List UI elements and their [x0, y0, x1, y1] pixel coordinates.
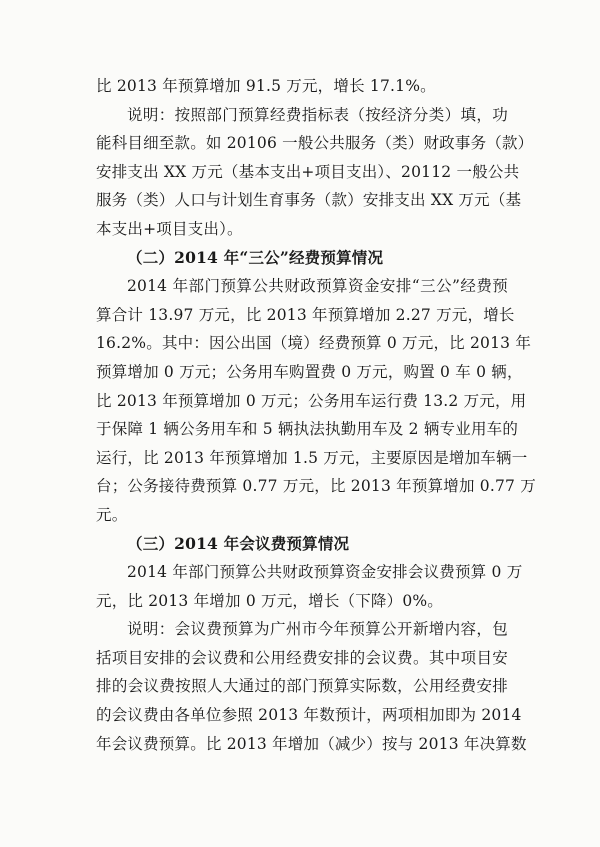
text-line: 服务（类）人口与计划生育事务（款）安排支出 XX 万元（基	[96, 191, 522, 210]
text-line: 算合计 13.97 万元，比 2013 年预算增加 2.27 万元，增长	[96, 305, 515, 324]
section-heading: （二）2014 年“三公”经费预算情况	[127, 247, 384, 267]
text-line: 说明：会议费预算为广州市今年预算公开新增内容，包	[127, 620, 508, 639]
text-line: 能科目细至款。如 20106 一般公共服务（类）财政事务（款）	[96, 134, 534, 153]
text-line: 于保障 1 辆公务用车和 5 辆执法执勤用车及 2 辆专业用车的	[96, 420, 519, 439]
text-line: 排的会议费按照人大通过的部门预算实际数，公用经费安排	[96, 677, 508, 696]
text-line: 元，比 2013 年增加 0 万元，增长（下降）0%。	[96, 591, 444, 610]
text-line: 运行，比 2013 年预算增加 1.5 万元，主要原因是增加车辆一	[96, 448, 528, 467]
text-line: 2014 年部门预算公共财政预算资金安排会议费预算 0 万	[127, 563, 523, 582]
text-line: 说明：按照部门预算经费指标表（按经济分类）填，功	[127, 105, 508, 124]
text-line: 台；公务接待费预算 0.77 万元，比 2013 年预算增加 0.77 万	[96, 477, 536, 496]
section-heading: （三）2014 年会议费预算情况	[127, 533, 350, 553]
text-line: 安排支出 XX 万元（基本支出+项目支出）、20112 一般公共	[96, 162, 520, 181]
text-line: 16.2%。其中：因公出国（境）经费预算 0 万元，比 2013 年	[96, 334, 532, 353]
text-line: 比 2013 年预算增加 91.5 万元，增长 17.1%。	[96, 77, 436, 95]
text-line: 预算增加 0 万元；公务用车购置费 0 万元，购置 0 车 0 辆，	[96, 362, 523, 381]
text-line: 比 2013 年预算增加 0 万元；公务用车运行费 13.2 万元，用	[96, 391, 527, 410]
text-line: 2014 年部门预算公共财政预算资金安排“三公”经费预	[127, 277, 508, 296]
text-line: 括项目安排的会议费和公用经费安排的会议费。其中项目安	[96, 648, 508, 667]
text-line: 的会议费由各单位参照 2013 年数预计，两项相加即为 2014	[96, 706, 522, 725]
text-line: 年会议费预算。比 2013 年增加（减少）按与 2013 年决算数	[96, 734, 527, 753]
text-line: 元。	[96, 505, 128, 524]
text-line: 本支出+项目支出）。	[96, 219, 243, 238]
